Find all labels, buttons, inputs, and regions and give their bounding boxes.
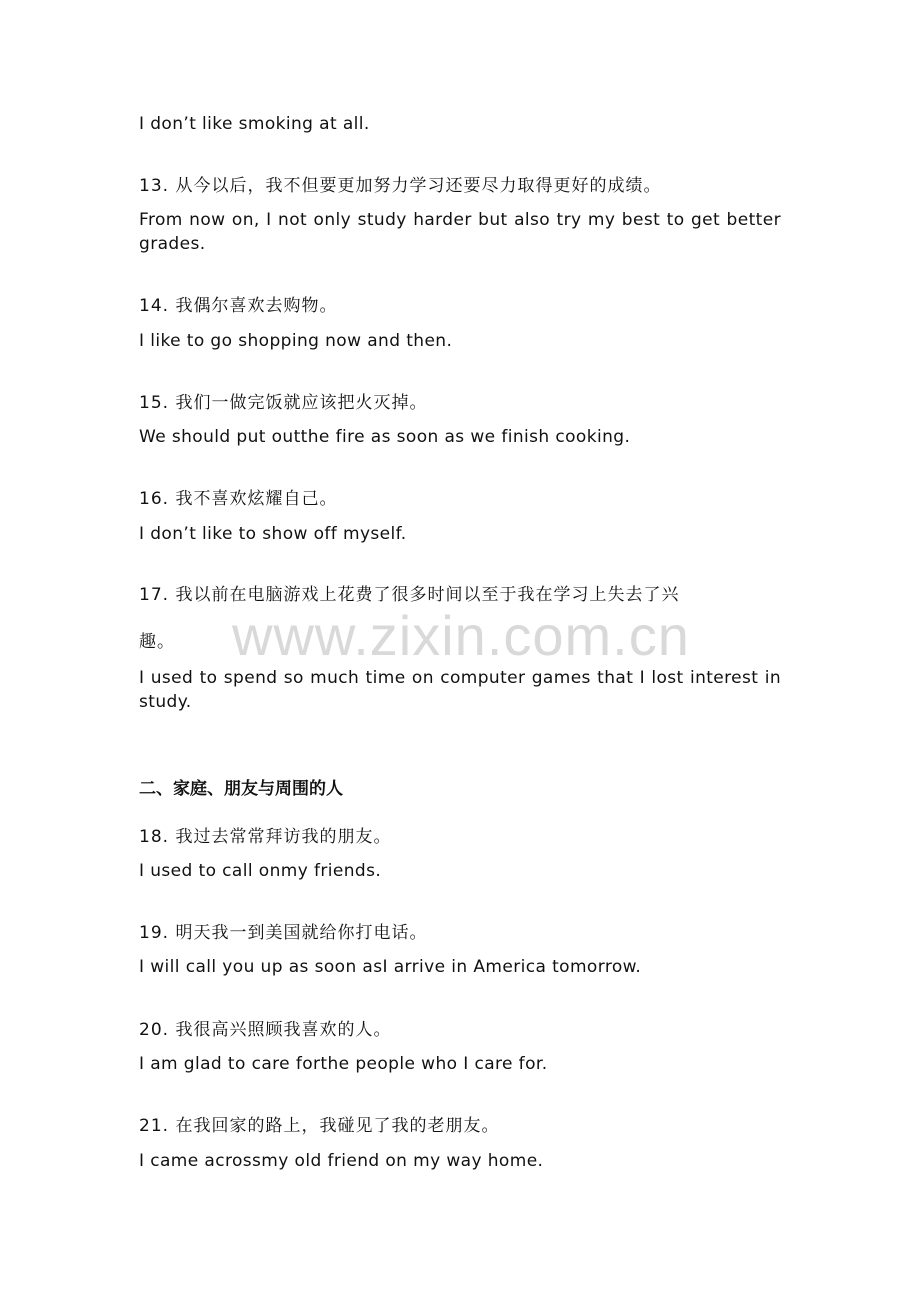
sentence-18-english: I used to call onmy friends. bbox=[139, 861, 382, 881]
section-heading: 二、家庭、朋友与周围的人 bbox=[139, 779, 343, 799]
sentence-20-english: I am glad to care forthe people who I care for. bbox=[139, 1054, 548, 1074]
sentence-21-english: I came acrossmy old friend on my way home. bbox=[139, 1151, 544, 1171]
sentence-14-chinese: 14. 我偶尔喜欢去购物。 bbox=[139, 296, 338, 316]
sentence-17-chinese-line2: 趣。 bbox=[139, 632, 175, 652]
sentence-16-chinese: 16. 我不喜欢炫耀自己。 bbox=[139, 489, 338, 509]
sentence-12-english: I don’t like smoking at all. bbox=[139, 114, 370, 134]
sentence-16-english: I don’t like to show off myself. bbox=[139, 524, 407, 544]
sentence-17-chinese-line1: 17. 我以前在电脑游戏上花费了很多时间以至于我在学习上失去了兴 bbox=[139, 585, 680, 605]
sentence-13-chinese: 13. 从今以后，我不但要更加努力学习还要尽力取得更好的成绩。 bbox=[139, 176, 662, 196]
watermark: www.zixin.com.cn bbox=[232, 604, 690, 667]
sentence-18-chinese: 18. 我过去常常拜访我的朋友。 bbox=[139, 827, 392, 847]
sentence-19-english: I will call you up as soon asI arrive in America tomorrow. bbox=[139, 957, 642, 977]
sentence-15-chinese: 15. 我们一做完饭就应该把火灭掉。 bbox=[139, 393, 428, 413]
sentence-14-english: I like to go shopping now and then. bbox=[139, 331, 453, 351]
sentence-15-english: We should put outthe fire as soon as we finish cooking. bbox=[139, 427, 631, 447]
sentence-17-english: I used to spend so much time on computer games that I lost interest in study. bbox=[139, 668, 781, 712]
sentence-13-english: From now on, I not only study harder but also try my best to get better grades. bbox=[139, 210, 781, 254]
sentence-20-chinese: 20. 我很高兴照顾我喜欢的人。 bbox=[139, 1020, 392, 1040]
sentence-19-chinese: 19. 明天我一到美国就给你打电话。 bbox=[139, 923, 428, 943]
sentence-21-chinese: 21. 在我回家的路上，我碰见了我的老朋友。 bbox=[139, 1116, 500, 1136]
